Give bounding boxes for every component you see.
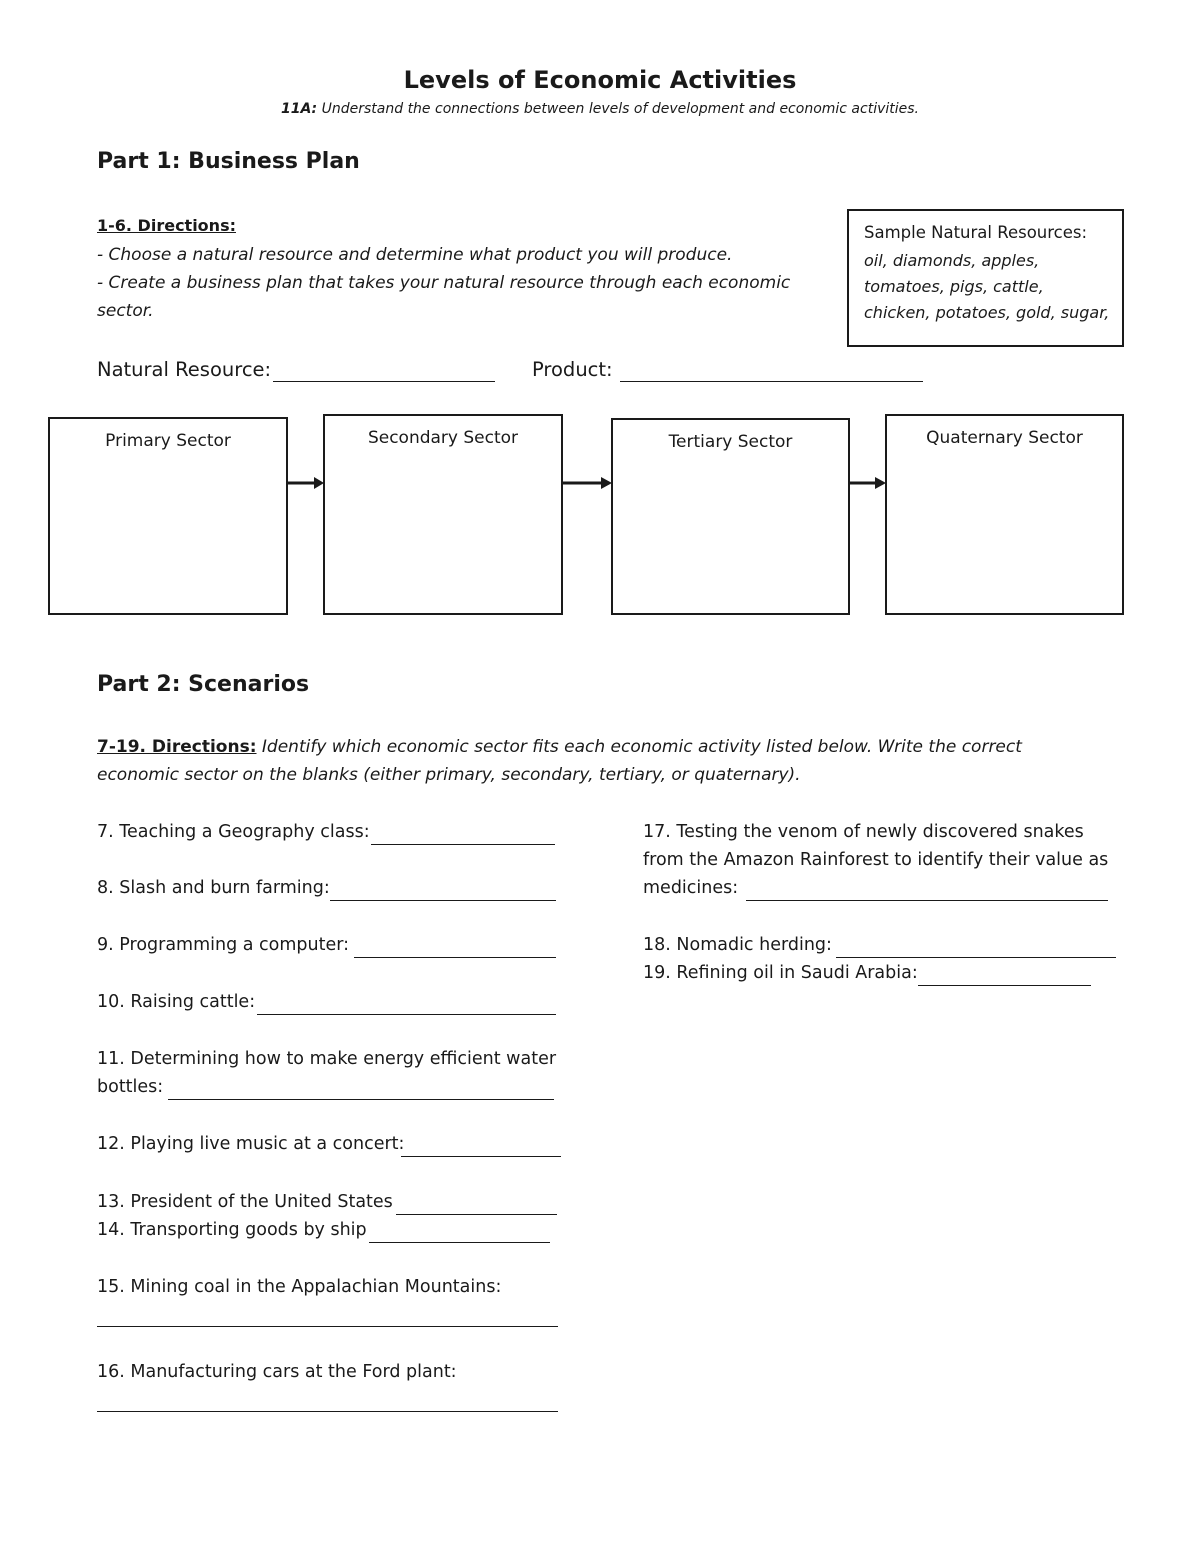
part1-direction-3: sector. [97,301,154,321]
q12-blank[interactable] [401,1156,561,1157]
q12-text: 12. Playing live music at a concert: [97,1134,405,1154]
tertiary-sector-label: Tertiary Sector [668,432,793,452]
part2-heading: Part 2: Scenarios [97,672,310,697]
q15-blank[interactable] [97,1326,558,1327]
q7-blank[interactable] [371,844,555,845]
sample-resources-list: oil, diamonds, apples, tomatoes, pigs, cattle, chicken, potatoes, gold, sugar, [864,251,1110,322]
q11-text-line-2: bottles: [97,1077,164,1097]
q19-text: 19. Refining oil in Saudi Arabia: [643,963,918,983]
arrow-head-1 [314,477,324,489]
q16-text: 16. Manufacturing cars at the Ford plant: [97,1362,457,1382]
q13-text: 13. President of the United States [97,1192,393,1212]
q18-text: 18. Nomadic herding: [643,935,832,955]
arrow-head-2 [601,477,612,489]
q9-text: 9. Programming a computer: [97,935,350,955]
q10-blank[interactable] [257,1014,556,1015]
q17-text-line-3: medicines: [643,878,739,898]
part2-directions-text: Identify which economic sector fits each economic activity listed below. Write the correct [256,737,1022,757]
product-label: Product: [532,358,613,381]
part1-directions-label: 1-6. Directions: [97,216,236,235]
natural-resource-label: Natural Resource: [97,358,272,381]
standard-text: Understand the connections between levels of development and economic activities. [317,101,919,117]
q17-blank[interactable] [746,900,1108,901]
page-title: Levels of Economic Activities [403,66,797,94]
q13-blank[interactable] [396,1214,557,1215]
quaternary-sector-label: Quaternary Sector [926,428,1083,448]
arrow-head-3 [875,477,886,489]
sector-arrows [0,0,1200,700]
q10-text: 10. Raising cattle: [97,992,256,1012]
secondary-sector-label: Secondary Sector [367,428,519,448]
q11-blank[interactable] [168,1099,554,1100]
part1-heading: Part 1: Business Plan [97,149,360,174]
part2-directions-label: 7-19. Directions: [97,737,257,757]
sample-resources-label: Sample Natural Resources: [864,223,1088,242]
q18-blank[interactable] [836,957,1116,958]
q8-blank[interactable] [330,900,556,901]
q15-text: 15. Mining coal in the Appalachian Mountains: [97,1277,502,1297]
q11-text-line-1: 11. Determining how to make energy efficient water [97,1049,557,1069]
part1-direction-2: - Create a business plan that takes your natural resource through each economic [97,273,791,293]
q14-blank[interactable] [369,1242,550,1243]
q17-text-line-1: 17. Testing the venom of newly discovered snakes [643,822,1084,842]
q19-blank[interactable] [918,985,1091,986]
q9-blank[interactable] [354,957,556,958]
q7-text: 7. Teaching a Geography class: [97,822,370,842]
primary-sector-label: Primary Sector [105,431,231,451]
q14-text: 14. Transporting goods by ship [97,1220,367,1240]
q16-blank[interactable] [97,1411,558,1412]
part1-direction-1: - Choose a natural resource and determine what product you will produce. [97,245,733,265]
standard-code: 11A: [280,101,318,117]
q8-text: 8. Slash and burn farming: [97,878,330,898]
part2-directions-line-2: economic sector on the blanks (either primary, secondary, tertiary, or quaternary). [97,765,801,785]
q17-text-line-2: from the Amazon Rainforest to identify their value as [643,850,1109,870]
part2-directions-line-1 [97,733,1022,762]
